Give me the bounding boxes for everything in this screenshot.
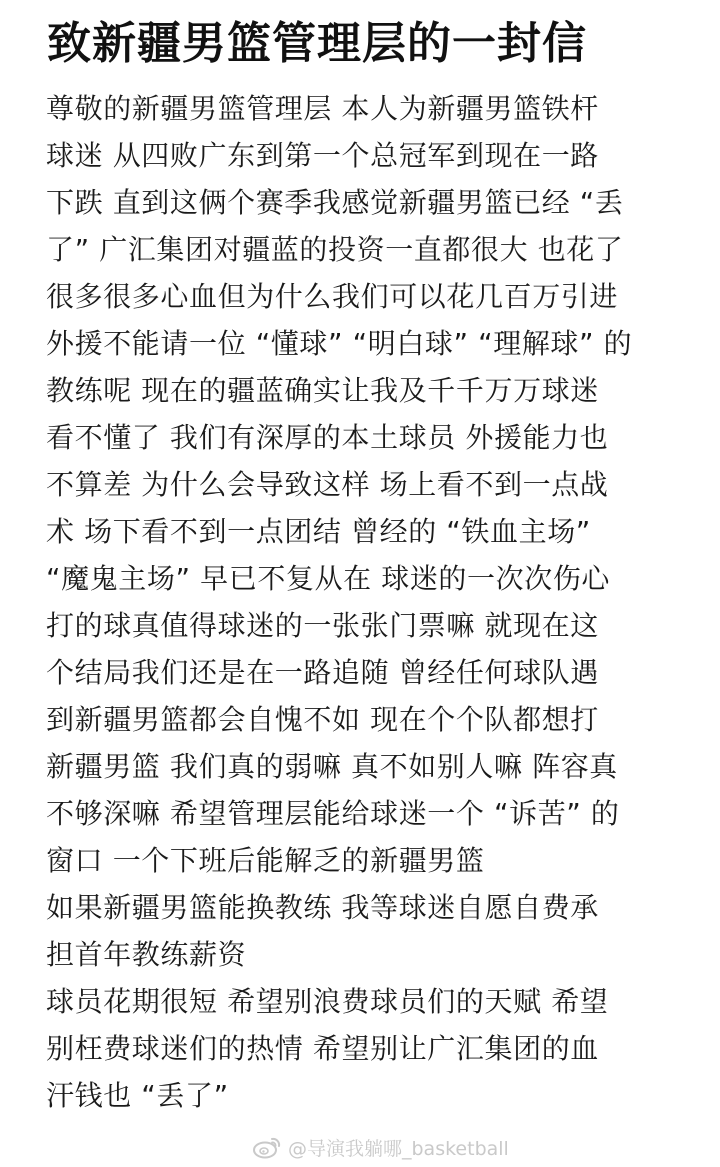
letter-line: 了” 广汇集团对疆蓝的投资一直都很大 也花了 — [46, 233, 624, 266]
letter-line: 尊敬的新疆男篮管理层 本人为新疆男篮铁杆 — [46, 92, 599, 125]
letter-line: 教练呢 现在的疆蓝确实让我及千千万万球迷 — [46, 374, 599, 407]
weibo-logo-icon — [252, 1135, 282, 1159]
letter-line: 下跌 直到这俩个赛季我感觉新疆男篮已经 “丢 — [46, 186, 624, 219]
letter-line: 担首年教练薪资 — [46, 938, 247, 971]
letter-line: 术 场下看不到一点团结 曾经的 “铁血主场” — [46, 515, 591, 548]
letter-line: 不够深嘛 希望管理层能给球迷一个 “诉苦” 的 — [46, 797, 620, 830]
letter-line: 个结局我们还是在一路追随 曾经任何球队遇 — [46, 656, 599, 689]
letter-line: 很多很多心血但为什么我们可以花几百万引进 — [46, 280, 619, 313]
letter-line: 打的球真值得球迷的一张张门票嘛 就现在这 — [46, 609, 599, 642]
letter-line: 如果新疆男篮能换教练 我等球迷自愿自费承 — [46, 891, 599, 924]
letter-line: 看不懂了 我们有深厚的本土球员 外援能力也 — [46, 421, 609, 454]
letter-line: “魔鬼主场” 早已不复从在 球迷的一次次伤心 — [46, 562, 611, 595]
letter-line: 新疆男篮 我们真的弱嘛 真不如别人嘛 阵容真 — [46, 750, 618, 783]
letter-line: 到新疆男篮都会自愧不如 现在个个队都想打 — [46, 703, 599, 736]
watermark-text: @导演我躺哪_basketball — [288, 1137, 509, 1160]
letter-title: 致新疆男篮管理层的一封信 — [47, 18, 587, 69]
letter-line: 外援不能请一位 “懂球” “明白球” “理解球” 的 — [46, 327, 633, 360]
letter-line: 窗口 一个下班后能解乏的新疆男篮 — [46, 844, 485, 877]
letter-line: 不算差 为什么会导致这样 场上看不到一点战 — [46, 468, 609, 501]
letter-line: 球员花期很短 希望别浪费球员们的天赋 希望 — [46, 985, 609, 1018]
letter-line: 汗钱也 “丢了” — [46, 1079, 229, 1112]
letter-line: 别枉费球迷们的热情 希望别让广汇集团的血 — [46, 1032, 599, 1065]
watermark — [252, 1132, 509, 1162]
letter-line: 球迷 从四败广东到第一个总冠军到现在一路 — [46, 139, 599, 172]
